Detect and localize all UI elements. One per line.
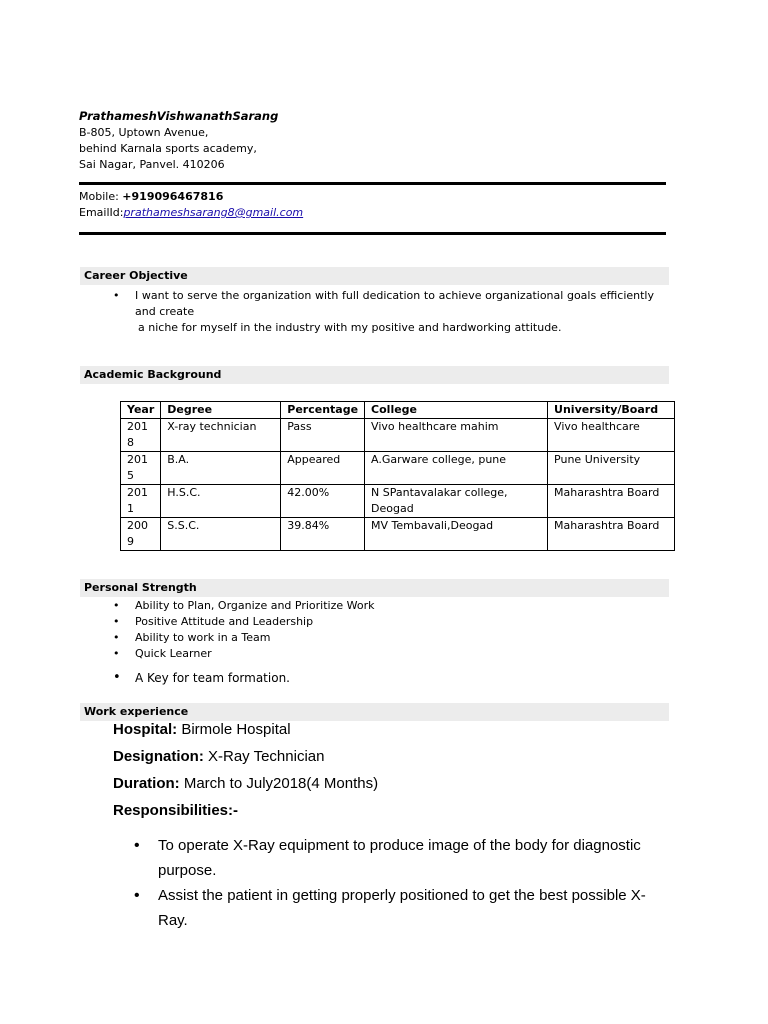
cell-year: 201 8 bbox=[121, 419, 161, 452]
address-line: behind Karnala sports academy, bbox=[79, 142, 257, 155]
address-block bbox=[79, 125, 257, 173]
cell-college: N SPantavalakar college, Deogad bbox=[365, 485, 548, 518]
objective-line-2: a niche for myself in the industry with my positive and hardworking attitude. bbox=[138, 321, 562, 334]
list-item: • Positive Attitude and Leadership bbox=[113, 614, 375, 630]
divider-bottom bbox=[79, 232, 666, 235]
cell-degree: X-ray technician bbox=[161, 419, 281, 452]
personal-strength-heading: Personal Strength bbox=[80, 579, 669, 597]
cell-degree: B.A. bbox=[161, 452, 281, 485]
cell-year: 201 1 bbox=[121, 485, 161, 518]
column-header-degree: Degree bbox=[161, 402, 281, 419]
table-header-row bbox=[121, 402, 675, 419]
cell-degree: H.S.C. bbox=[161, 485, 281, 518]
strength-list bbox=[113, 598, 375, 662]
responsibilities-list bbox=[130, 833, 660, 933]
cell-percentage: Appeared bbox=[281, 452, 365, 485]
column-header-university: University/Board bbox=[548, 402, 675, 419]
hospital-value: Birmole Hospital bbox=[177, 721, 291, 738]
cell-percentage: 39.84% bbox=[281, 518, 365, 551]
career-objective-list bbox=[113, 288, 654, 336]
mobile-value: +919096467816 bbox=[122, 190, 224, 203]
cell-university: Vivo healthcare bbox=[548, 419, 675, 452]
cell-university: Maharashtra Board bbox=[548, 518, 675, 551]
cell-percentage: 42.00% bbox=[281, 485, 365, 518]
column-header-college: College bbox=[365, 402, 548, 419]
duration-line bbox=[113, 774, 378, 794]
hospital-label: Hospital: bbox=[113, 721, 178, 738]
cell-year: 201 5 bbox=[121, 452, 161, 485]
cell-degree: S.S.C. bbox=[161, 518, 281, 551]
cell-university: Pune University bbox=[548, 452, 675, 485]
table-row bbox=[121, 452, 675, 485]
responsibilities-label: Responsibilities:- bbox=[113, 802, 239, 819]
candidate-name: PrathameshVishwanathSarang bbox=[79, 109, 279, 123]
academic-table bbox=[120, 401, 675, 551]
divider-top bbox=[79, 182, 666, 185]
mobile-line bbox=[79, 189, 303, 205]
email-link[interactable]: prathameshsarang8@gmail.com bbox=[123, 206, 304, 219]
career-objective-heading: Career Objective bbox=[80, 267, 669, 285]
cell-college: A.Garware college, pune bbox=[365, 452, 548, 485]
email-line bbox=[79, 205, 303, 221]
column-header-year: Year bbox=[121, 402, 161, 419]
cell-university: Maharashtra Board bbox=[548, 485, 675, 518]
list-item: • To operate X-Ray equipment to produce image of the body for diagnostic purpose. bbox=[130, 833, 660, 883]
table-row bbox=[121, 485, 675, 518]
email-label: EmailId: bbox=[79, 206, 124, 219]
cell-college: MV Tembavali,Deogad bbox=[365, 518, 548, 551]
mobile-label: Mobile: bbox=[79, 190, 123, 203]
objective-line-1: I want to serve the organization with full dedication to achieve organizational goals efficiently and create bbox=[135, 289, 654, 318]
list-item: • Ability to Plan, Organize and Prioritize Work bbox=[113, 598, 375, 614]
column-header-percentage: Percentage bbox=[281, 402, 365, 419]
address-line: Sai Nagar, Panvel. 410206 bbox=[79, 158, 225, 171]
cell-year: 200 9 bbox=[121, 518, 161, 551]
hospital-line bbox=[113, 720, 291, 740]
address-line: B-805, Uptown Avenue, bbox=[79, 126, 209, 139]
academic-background-heading: Academic Background bbox=[80, 366, 669, 384]
strength-extra-text: A Key for team formation. bbox=[135, 671, 290, 685]
work-experience-heading: Work experience bbox=[80, 703, 669, 721]
bullet-icon: • bbox=[113, 670, 121, 685]
table-row bbox=[121, 518, 675, 551]
contact-block bbox=[79, 189, 303, 221]
cell-college: Vivo healthcare mahim bbox=[365, 419, 548, 452]
list-item: • Quick Learner bbox=[113, 646, 375, 662]
table-row bbox=[121, 419, 675, 452]
cell-percentage: Pass bbox=[281, 419, 365, 452]
designation-line bbox=[113, 747, 324, 767]
duration-value: March to July2018(4 Months) bbox=[179, 775, 379, 792]
responsibilities-line bbox=[113, 801, 238, 821]
list-item bbox=[113, 288, 654, 336]
strength-extra-item bbox=[113, 670, 290, 686]
list-item: • Assist the patient in getting properly positioned to get the best possible X-Ray. bbox=[130, 883, 660, 933]
list-item: • Ability to work in a Team bbox=[113, 630, 375, 646]
duration-label: Duration: bbox=[113, 775, 180, 792]
designation-value: X-Ray Technician bbox=[203, 748, 325, 765]
designation-label: Designation: bbox=[113, 748, 204, 765]
